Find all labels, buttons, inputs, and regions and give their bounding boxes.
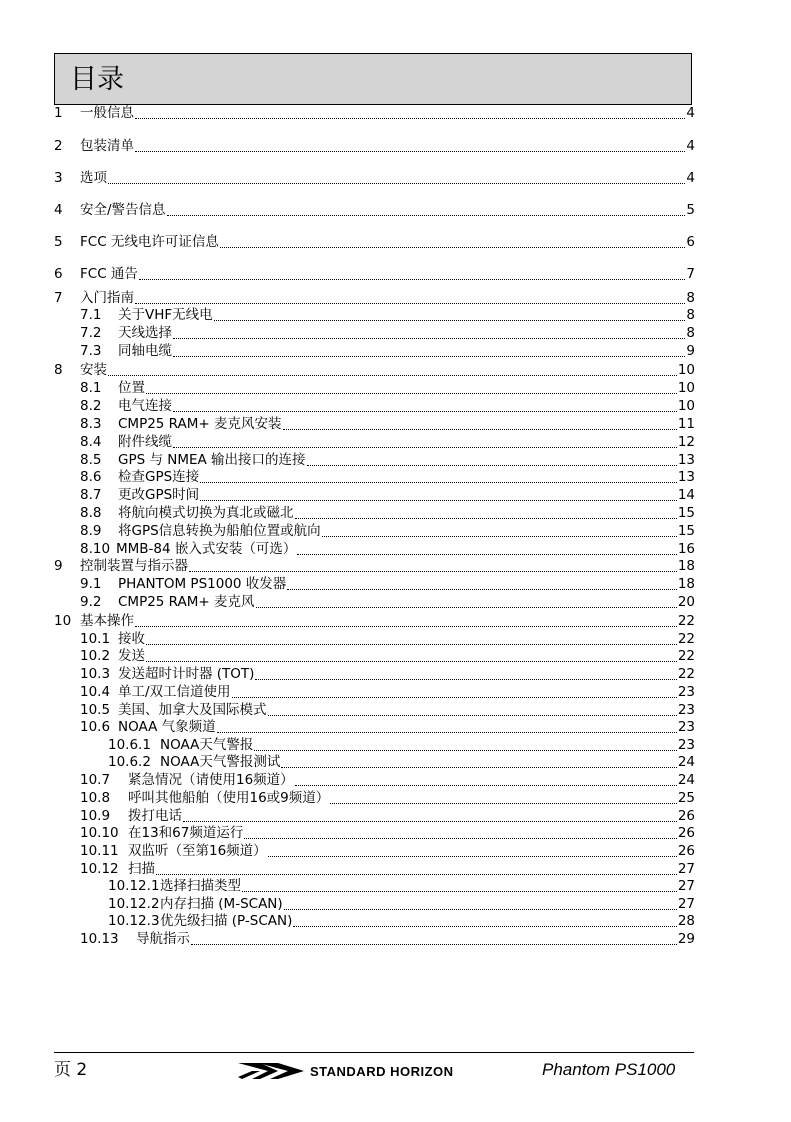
toc-number: 10.7 xyxy=(80,772,111,788)
toc-entry[interactable] xyxy=(54,859,695,877)
toc-number: 10.12.2 xyxy=(108,896,160,912)
toc-entry[interactable] xyxy=(54,432,695,450)
toc-entry[interactable] xyxy=(54,841,695,859)
toc-entry[interactable] xyxy=(54,556,695,574)
toc-dot-leader xyxy=(189,559,677,572)
toc-entry[interactable] xyxy=(54,521,695,539)
toc-entry-title: 美国、加拿大及国际模式 xyxy=(118,702,267,718)
toc-entry[interactable] xyxy=(54,894,695,912)
toc-dot-leader xyxy=(200,488,677,501)
toc-entry-title: 扫描 xyxy=(128,861,155,877)
toc-dot-leader xyxy=(242,879,677,892)
toc-number: 6 xyxy=(54,266,63,282)
toc-page-number: 8 xyxy=(686,325,695,341)
toc-entry-title: 拨打电话 xyxy=(128,808,182,824)
toc-page-number: 5 xyxy=(686,202,695,218)
toc-entry[interactable] xyxy=(54,664,695,682)
toc-entry-title: 导航指示 xyxy=(136,931,190,947)
toc-dot-leader xyxy=(268,703,677,716)
toc-entry[interactable] xyxy=(54,929,695,947)
toc-entry[interactable] xyxy=(54,305,695,323)
toc-dot-leader xyxy=(220,235,685,248)
toc-number: 10.6.2 xyxy=(108,754,151,770)
toc-entry-title: NOAA天气警报测试 xyxy=(160,754,281,770)
toc-entry[interactable] xyxy=(54,288,695,306)
toc-page-number: 4 xyxy=(686,170,695,186)
toc-number: 10 xyxy=(54,613,72,629)
toc-entry-title: 接收 xyxy=(118,631,145,647)
toc-dot-leader xyxy=(295,773,677,786)
footer-rule xyxy=(54,1052,694,1053)
toc-entry-title: 包装清单 xyxy=(80,138,134,154)
toc-entry-title: FCC 通告 xyxy=(80,266,138,282)
toc-entry[interactable] xyxy=(54,682,695,700)
toc-entry[interactable] xyxy=(54,323,695,341)
toc-number: 10.6.1 xyxy=(108,737,151,753)
toc-page-number: 10 xyxy=(677,398,695,414)
toc-dot-leader xyxy=(135,106,685,119)
toc-entry[interactable] xyxy=(54,264,695,282)
toc-dot-leader xyxy=(254,738,676,751)
toc-page-number: 23 xyxy=(677,737,695,753)
toc-entry[interactable] xyxy=(54,876,695,894)
toc-dot-leader xyxy=(284,897,677,910)
toc-page-number: 15 xyxy=(677,505,695,521)
toc-number: 4 xyxy=(54,202,63,218)
toc-entry[interactable] xyxy=(54,911,695,929)
toc-number: 1 xyxy=(54,105,63,121)
toc-page-number: 10 xyxy=(677,362,695,378)
toc-dot-leader xyxy=(217,720,677,733)
toc-entry[interactable] xyxy=(54,752,695,770)
toc-entry-title: FCC 无线电许可证信息 xyxy=(80,234,219,250)
toc-entry[interactable] xyxy=(54,770,695,788)
toc-entry[interactable] xyxy=(54,539,695,557)
toc-entry-title: 优先级扫描 (P-SCAN) xyxy=(160,913,293,929)
toc-entry[interactable] xyxy=(54,717,695,735)
toc-number: 10.9 xyxy=(80,808,111,824)
toc-number: 7.2 xyxy=(80,325,102,341)
toc-entry-title: 发送 xyxy=(118,648,145,664)
toc-entry-title: 入门指南 xyxy=(80,290,134,306)
toc-dot-leader xyxy=(307,453,677,466)
toc-entry[interactable] xyxy=(54,396,695,414)
toc-number: 10.12.1 xyxy=(108,878,160,894)
toc-entry-title: MMB-84 嵌入式安装（可选） xyxy=(116,541,297,557)
toc-dot-leader xyxy=(244,826,676,839)
product-name: Phantom PS1000 xyxy=(542,1060,676,1079)
toc-page-number: 28 xyxy=(677,913,695,929)
toc-entry[interactable] xyxy=(54,592,695,610)
toc-entry-title: 在13和67频道运行 xyxy=(128,825,244,841)
toc-dot-leader xyxy=(295,506,677,519)
toc-number: 9 xyxy=(54,558,63,574)
toc-page-number: 27 xyxy=(677,896,695,912)
toc-page-number: 15 xyxy=(677,523,695,539)
toc-number: 2 xyxy=(54,138,63,154)
toc-page-number: 6 xyxy=(686,234,695,250)
toc-number: 10.5 xyxy=(80,702,111,718)
toc-number: 10.2 xyxy=(80,648,111,664)
toc-number: 8.8 xyxy=(80,505,102,521)
toc-number: 8.2 xyxy=(80,398,102,414)
toc-page-number: 24 xyxy=(677,772,695,788)
toc-page-number: 18 xyxy=(677,576,695,592)
toc-entry[interactable] xyxy=(54,646,695,664)
toc-page-number: 29 xyxy=(677,931,695,947)
toc-entry-title: 附件线缆 xyxy=(118,434,172,450)
toc-number: 10.8 xyxy=(80,790,111,806)
toc-entry-title: 同轴电缆 xyxy=(118,343,172,359)
toc-number: 8.4 xyxy=(80,434,102,450)
toc-page-number: 13 xyxy=(677,469,695,485)
toc-page-number: 13 xyxy=(677,452,695,468)
toc-entry[interactable] xyxy=(54,735,695,753)
toc-number: 8.5 xyxy=(80,452,102,468)
toc-dot-leader xyxy=(232,685,677,698)
toc-entry-title: NOAA天气警报 xyxy=(160,737,254,753)
toc-entry-title: 一般信息 xyxy=(80,105,134,121)
toc-page-number: 16 xyxy=(677,541,695,557)
toc-dot-leader xyxy=(135,139,685,152)
toc-entry[interactable] xyxy=(54,788,695,806)
toc-dot-leader xyxy=(287,577,677,590)
toc-page-number: 14 xyxy=(677,487,695,503)
toc-page-number: 26 xyxy=(677,843,695,859)
toc-page-number: 22 xyxy=(677,613,695,629)
toc-page-number: 27 xyxy=(677,878,695,894)
toc-entry[interactable] xyxy=(54,378,695,396)
toc-entry-title: 电气连接 xyxy=(118,398,172,414)
toc-number: 7.1 xyxy=(80,307,102,323)
toc-page-number: 22 xyxy=(677,666,695,682)
toc-dot-leader xyxy=(191,932,677,945)
toc-entry[interactable] xyxy=(54,700,695,718)
toc-dot-leader xyxy=(256,595,677,608)
toc-dot-leader xyxy=(255,667,676,680)
toc-page-number: 24 xyxy=(677,754,695,770)
toc-entry[interactable] xyxy=(54,168,695,186)
toc-number: 3 xyxy=(54,170,63,186)
toc-entry[interactable] xyxy=(54,629,695,647)
toc-dot-leader xyxy=(146,649,677,662)
toc-dot-leader xyxy=(281,755,676,768)
toc-page-number: 22 xyxy=(677,648,695,664)
toc-number: 10.6 xyxy=(80,719,111,735)
toc-dot-leader xyxy=(108,171,685,184)
toc-entry[interactable] xyxy=(54,574,695,592)
toc-number: 8.6 xyxy=(80,469,102,485)
toc-dot-leader xyxy=(214,308,686,321)
toc-entry-title: CMP25 RAM+ 麦克风 xyxy=(118,594,255,610)
toc-dot-leader xyxy=(322,524,677,537)
toc-page-number: 23 xyxy=(677,684,695,700)
toc-dot-leader xyxy=(297,542,676,555)
toc-dot-leader xyxy=(173,326,685,339)
toc-number: 10.12 xyxy=(80,861,119,877)
toc-page-number: 4 xyxy=(686,105,695,121)
toc-dot-leader xyxy=(293,914,676,927)
toc-entry-title: 关于VHF无线电 xyxy=(118,307,213,323)
toc-dot-leader xyxy=(173,399,677,412)
toc-entry-title: 呼叫其他船舶（使用16或9频道） xyxy=(128,790,330,806)
toc-page-number: 12 xyxy=(677,434,695,450)
toc-number: 7 xyxy=(54,290,63,306)
toc-number: 8.3 xyxy=(80,416,102,432)
toc-number: 10.1 xyxy=(80,631,111,647)
toc-page-number: 20 xyxy=(677,594,695,610)
toc-entry-title: 安装 xyxy=(80,362,107,378)
toc-page-number: 4 xyxy=(686,138,695,154)
toc-entry-title: 单工/双工信道使用 xyxy=(118,684,231,700)
toc-number: 7.3 xyxy=(80,343,102,359)
toc-number: 8.9 xyxy=(80,523,102,539)
toc-entry-title: GPS 与 NMEA 输出接口的连接 xyxy=(118,452,306,468)
toc-entry-title: 选项 xyxy=(80,170,107,186)
toc-entry[interactable] xyxy=(54,360,695,378)
toc-entry-title: PHANTOM PS1000 收发器 xyxy=(118,576,287,592)
toc-entry-title: 检查GPS连接 xyxy=(118,469,200,485)
toc-entry[interactable] xyxy=(54,450,695,468)
toc-dot-leader xyxy=(108,363,677,376)
toc-entry-title: 内存扫描 (M-SCAN) xyxy=(160,896,283,912)
toc-entry[interactable] xyxy=(54,341,695,359)
toc-number: 10.10 xyxy=(80,825,119,841)
toc-dot-leader xyxy=(173,344,685,357)
toc-title: 目录 xyxy=(70,64,124,95)
toc-page-number: 8 xyxy=(686,307,695,323)
toc-dot-leader xyxy=(183,809,677,822)
toc-entry[interactable] xyxy=(54,485,695,503)
toc-number: 10.4 xyxy=(80,684,111,700)
toc-page-number: 18 xyxy=(677,558,695,574)
footer-page-number: 页 2 xyxy=(54,1060,88,1080)
toc-entry-title: 天线选择 xyxy=(118,325,172,341)
toc-page-number: 10 xyxy=(677,380,695,396)
toc-entry[interactable] xyxy=(54,806,695,824)
toc-entry[interactable] xyxy=(54,103,695,121)
toc-entry[interactable] xyxy=(54,414,695,432)
brand-logo xyxy=(238,1060,454,1082)
toc-dot-leader xyxy=(330,791,677,804)
toc-title-box xyxy=(54,53,692,105)
toc-entry-title: 双监听（至第16频道） xyxy=(128,843,267,859)
toc-page-number: 9 xyxy=(686,343,695,359)
toc-dot-leader xyxy=(156,862,677,875)
toc-dot-leader xyxy=(200,470,677,483)
toc-number: 8.7 xyxy=(80,487,102,503)
toc-entry-title: 将航向模式切换为真北或磁北 xyxy=(118,505,294,521)
toc-number: 10.3 xyxy=(80,666,111,682)
toc-dot-leader xyxy=(139,267,685,280)
standard-horizon-logo-icon xyxy=(238,1061,304,1081)
toc-entry-title: 选择扫描类型 xyxy=(160,878,241,894)
toc-number: 9.2 xyxy=(80,594,102,610)
toc-dot-leader xyxy=(146,381,677,394)
brand-name: STANDARD HORIZON xyxy=(310,1063,454,1079)
toc-number: 5 xyxy=(54,234,63,250)
toc-number: 8 xyxy=(54,362,63,378)
toc-entry[interactable] xyxy=(54,503,695,521)
toc-entry-title: NOAA 气象频道 xyxy=(118,719,216,735)
toc-entry-title: 更改GPS时间 xyxy=(118,487,200,503)
toc-page-number: 8 xyxy=(686,290,695,306)
toc-entry[interactable] xyxy=(54,136,695,154)
toc-page-number: 27 xyxy=(677,861,695,877)
toc-number: 8.10 xyxy=(80,541,111,557)
toc-entry-title: 位置 xyxy=(118,380,145,396)
toc-entry-title: CMP25 RAM+ 麦克风安装 xyxy=(118,416,282,432)
toc-page-number: 11 xyxy=(677,416,695,432)
toc-page-number: 23 xyxy=(677,719,695,735)
toc-number: 9.1 xyxy=(80,576,102,592)
toc-page-number: 25 xyxy=(677,790,695,806)
toc-page-number: 23 xyxy=(677,702,695,718)
toc-dot-leader xyxy=(167,203,686,216)
toc-dot-leader xyxy=(173,435,677,448)
toc-entry-title: 基本操作 xyxy=(80,613,134,629)
toc-entry-title: 控制装置与指示器 xyxy=(80,558,188,574)
toc-dot-leader xyxy=(146,632,677,645)
toc-dot-leader xyxy=(135,291,685,304)
toc-entry[interactable] xyxy=(54,467,695,485)
toc-dot-leader xyxy=(283,417,677,430)
toc-dot-leader xyxy=(135,614,677,627)
toc-number: 10.13 xyxy=(80,931,119,947)
toc-entry[interactable] xyxy=(54,611,695,629)
toc-dot-leader xyxy=(268,844,677,857)
toc-entry-title: 将GPS信息转换为船舶位置或航向 xyxy=(118,523,321,539)
toc-page-number: 7 xyxy=(686,266,695,282)
toc-entry-title: 紧急情况（请使用16频道） xyxy=(128,772,294,788)
toc-number: 10.12.3 xyxy=(108,913,160,929)
toc-entry-title: 安全/警告信息 xyxy=(80,202,166,218)
toc-page-number: 26 xyxy=(677,808,695,824)
toc-entry-title: 发送超时计时器 (TOT) xyxy=(118,666,255,682)
toc-page-number: 26 xyxy=(677,825,695,841)
toc-number: 8.1 xyxy=(80,380,102,396)
toc-page-number: 22 xyxy=(677,631,695,647)
toc-entry[interactable] xyxy=(54,232,695,250)
toc-number: 10.11 xyxy=(80,843,119,859)
toc-entry[interactable] xyxy=(54,823,695,841)
toc-entry[interactable] xyxy=(54,200,695,218)
